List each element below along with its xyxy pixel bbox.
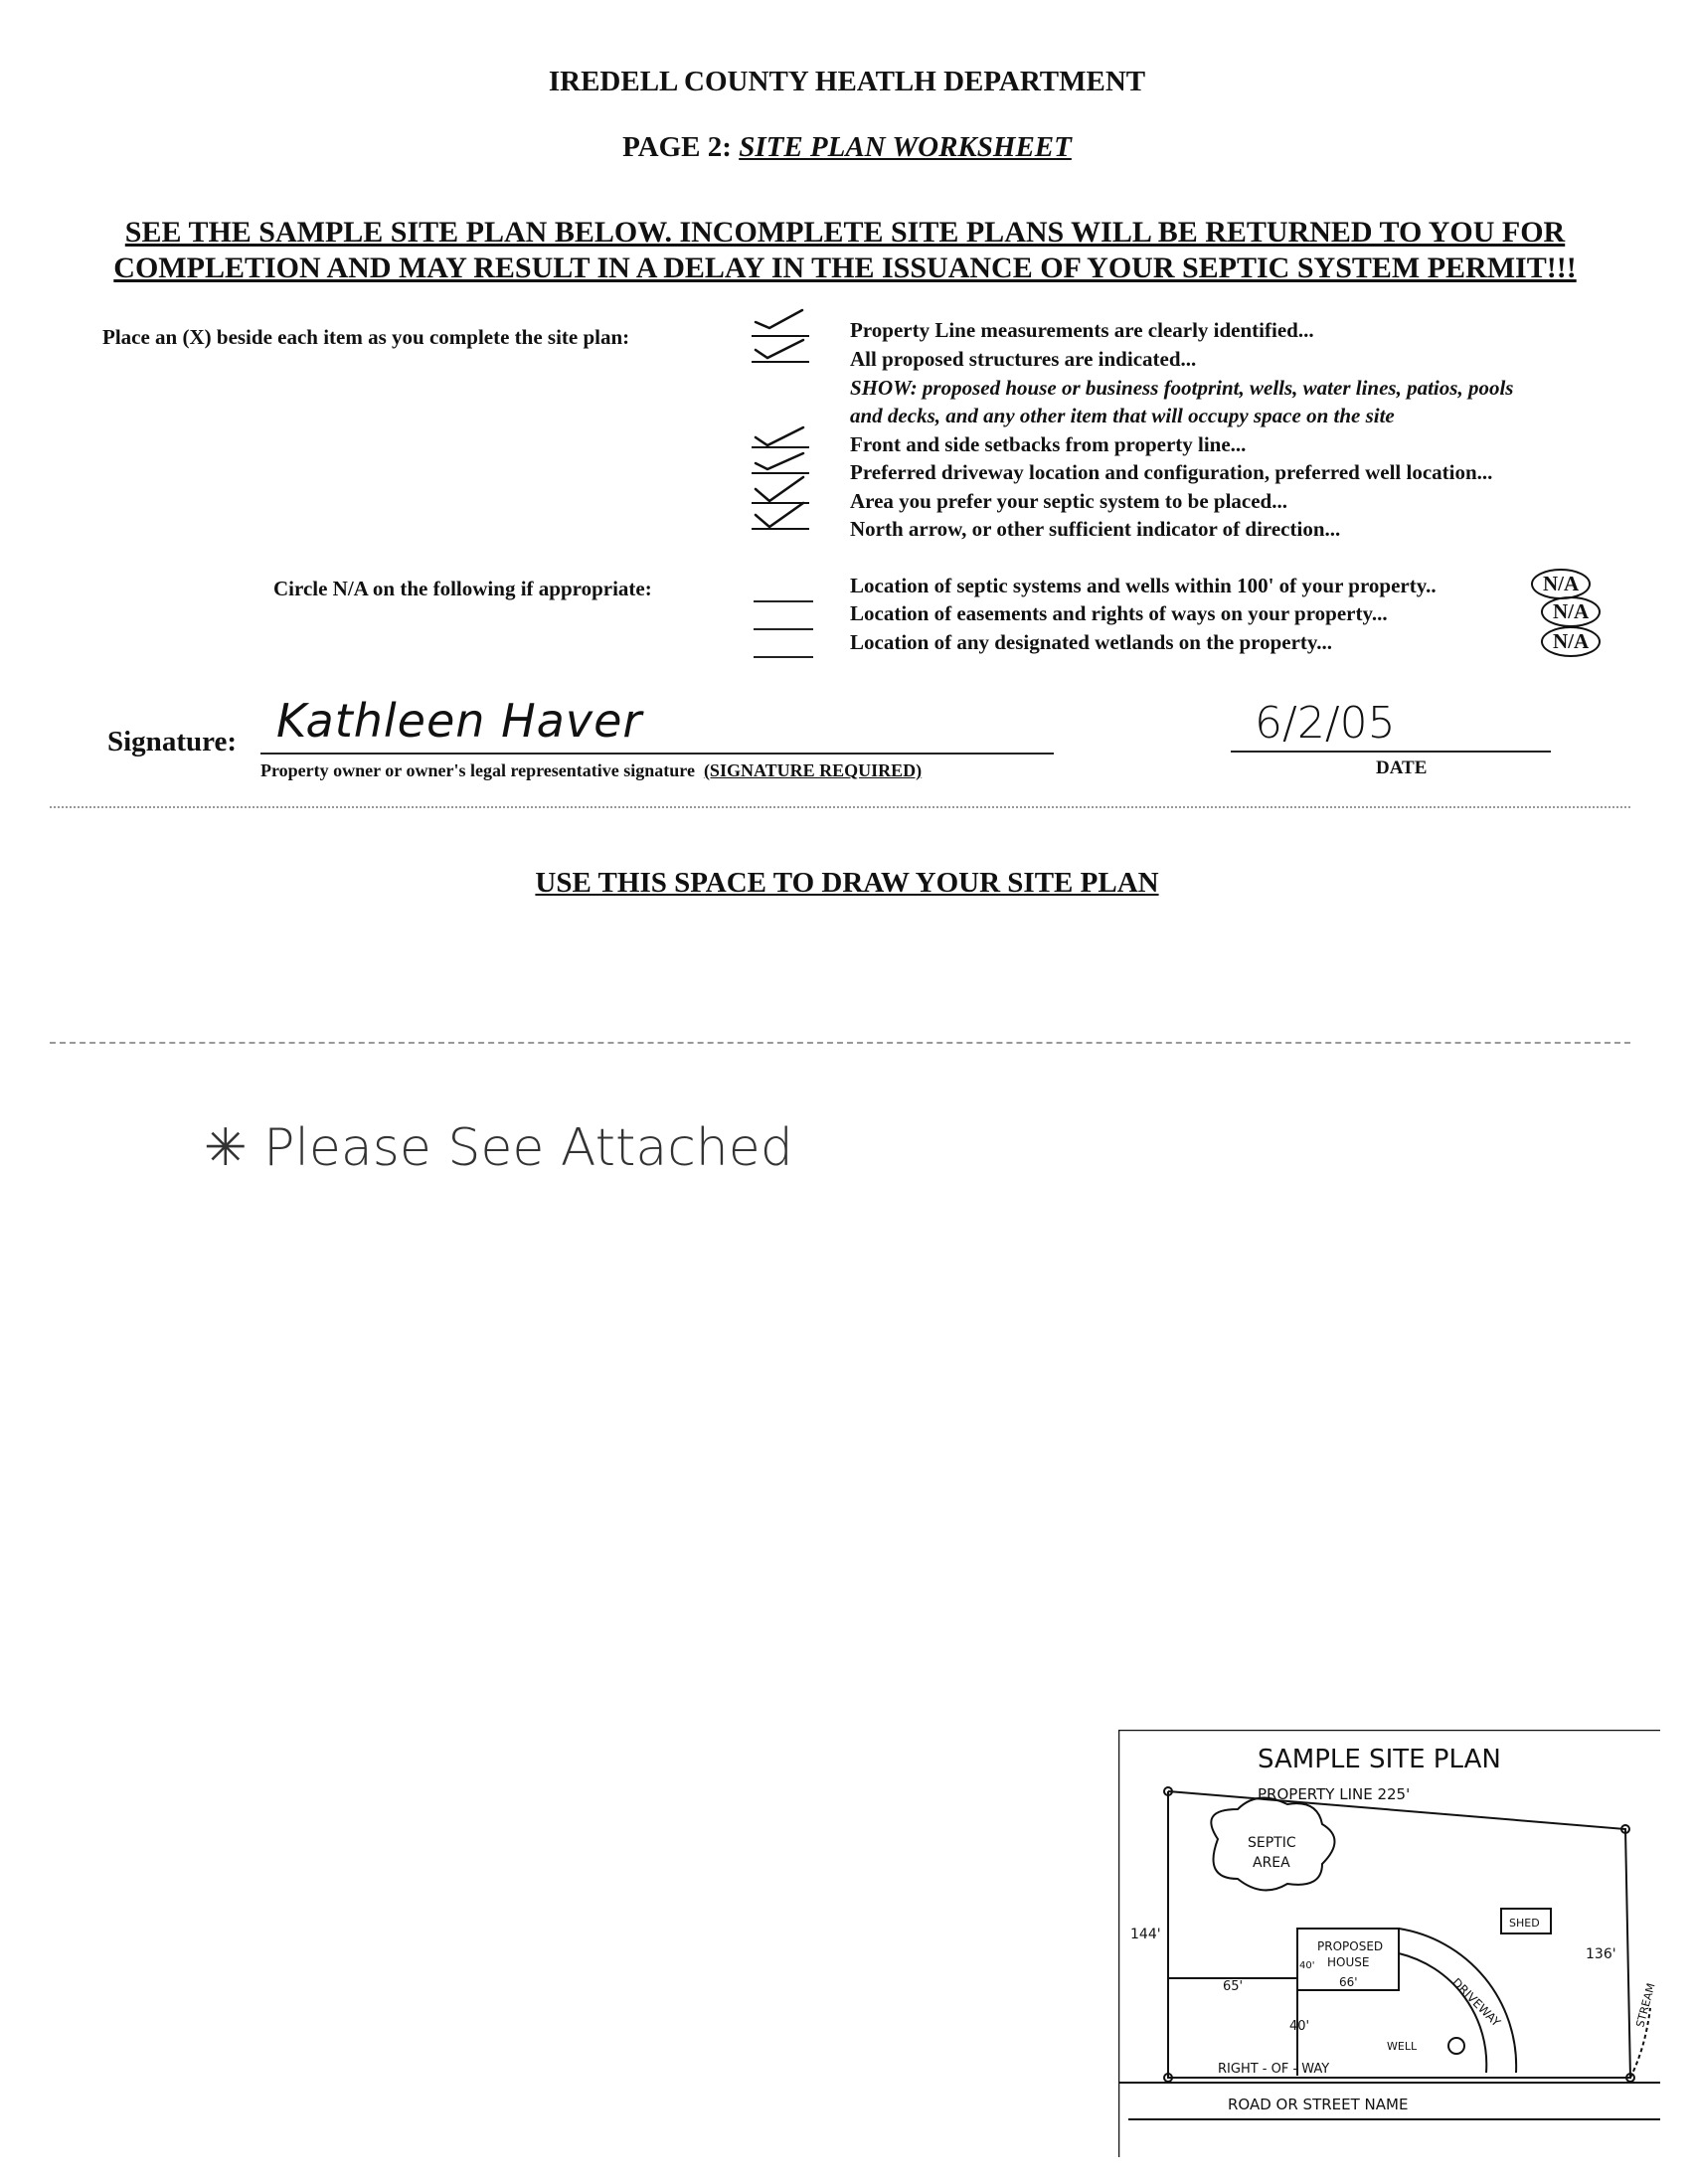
warning-line-2: COMPLETION AND MAY RESULT IN A DELAY IN THE ISSUANCE OF YOUR SEPTIC SYSTEM PERMIT!!!	[113, 252, 1577, 284]
septic-label-2: AREA	[1253, 1855, 1290, 1871]
checklist-item: Preferred driveway location and configuration, preferred well location...	[850, 460, 1493, 484]
blank-line	[754, 600, 813, 602]
na-item: Location of septic systems and wells within 100' of your property..	[850, 574, 1437, 597]
draw-area-title: USE THIS SPACE TO DRAW YOUR SITE PLAN	[535, 867, 1159, 899]
signature-line	[260, 753, 1054, 755]
handwritten-note	[204, 1118, 793, 1178]
na-item: Location of any designated wetlands on the property...	[850, 630, 1332, 654]
signature-caption-text: Property owner or owner's legal representative signature	[260, 760, 695, 780]
road-label: ROAD OR STREET NAME	[1228, 2096, 1409, 2113]
sample-site-plan	[1118, 1730, 1675, 2157]
signature-caption	[260, 760, 922, 781]
driveway-label: DRIVEWAY	[1448, 1975, 1504, 2030]
well-label: WELL	[1387, 2040, 1418, 2053]
check-mark-icon	[756, 340, 803, 358]
blank-line	[754, 628, 813, 630]
date-label: DATE	[1376, 757, 1428, 778]
checklist-item: All proposed structures are indicated...	[850, 347, 1197, 371]
check-mark-icon	[756, 427, 803, 445]
check-mark-icon	[756, 503, 803, 527]
checklist-item: and decks, and any other item that will occupy space on the site	[850, 404, 1395, 427]
setback-label: 65'	[1223, 1979, 1244, 1994]
signature-label: Signature:	[107, 726, 237, 757]
na-circled: N/A	[1541, 626, 1601, 657]
check-mark-icon	[756, 453, 803, 469]
left-dim-label: 144'	[1130, 1927, 1161, 1942]
septic-label-1: SEPTIC	[1248, 1835, 1296, 1851]
checklist-item: Area you prefer your septic system to be placed...	[850, 489, 1287, 513]
blank-line	[754, 656, 813, 658]
shed-label: SHED	[1509, 1917, 1540, 1930]
page-title: SITE PLAN WORKSHEET	[739, 131, 1072, 163]
handwritten-note-text: Please See Attached	[263, 1118, 793, 1178]
front-setback-label: 40'	[1289, 2019, 1310, 2034]
date-line	[1231, 751, 1551, 753]
checkmarks	[748, 306, 817, 535]
divider	[50, 1042, 1630, 1044]
checklist-item: Property Line measurements are clearly identified...	[850, 318, 1314, 342]
warning-notice	[60, 215, 1630, 286]
checklist-instruction: Place an (X) beside each item as you complete the site plan:	[102, 325, 630, 349]
page-heading	[0, 131, 1694, 164]
check-mark-icon	[756, 310, 802, 328]
checklist-item: North arrow, or other sufficient indicator of direction...	[850, 517, 1341, 541]
na-circled: N/A	[1541, 596, 1601, 627]
date-handwriting: 6/2/05	[1255, 698, 1396, 749]
asterisk-icon: ✳	[204, 1118, 248, 1178]
stream-label: STREAM	[1633, 1981, 1658, 2029]
page-prefix: PAGE 2:	[622, 131, 732, 163]
checklist-item: SHOW: proposed house or business footprint, wells, water lines, patios, pools	[850, 376, 1514, 400]
sample-plan-title: SAMPLE SITE PLAN	[1258, 1745, 1501, 1774]
house-label-2: HOUSE	[1327, 1955, 1370, 1969]
warning-line-1: SEE THE SAMPLE SITE PLAN BELOW. INCOMPLETE SITE PLANS WILL BE RETURNED TO YOU FOR	[124, 216, 1566, 249]
signature-handwriting: Kathleen Haver	[276, 694, 643, 748]
na-item: Location of easements and rights of ways on your property...	[850, 601, 1388, 625]
house-depth-label: 40'	[1299, 1960, 1315, 1971]
house-width-label: 66'	[1339, 1975, 1358, 1989]
right-of-way-label: RIGHT - OF - WAY	[1218, 2062, 1330, 2077]
right-dim-label: 136'	[1586, 1946, 1616, 1962]
na-instruction: Circle N/A on the following if appropriate:	[273, 577, 652, 600]
signature-required: (SIGNATURE REQUIRED)	[703, 760, 923, 780]
department-title: IREDELL COUNTY HEATLH DEPARTMENT	[548, 66, 1146, 97]
house-label-1: PROPOSED	[1317, 1939, 1384, 1953]
checklist-item: Front and side setbacks from property line...	[850, 432, 1247, 456]
divider	[50, 806, 1630, 808]
check-mark-icon	[756, 477, 803, 501]
na-circled: N/A	[1531, 569, 1591, 599]
property-line-label: PROPERTY LINE 225'	[1258, 1785, 1411, 1803]
